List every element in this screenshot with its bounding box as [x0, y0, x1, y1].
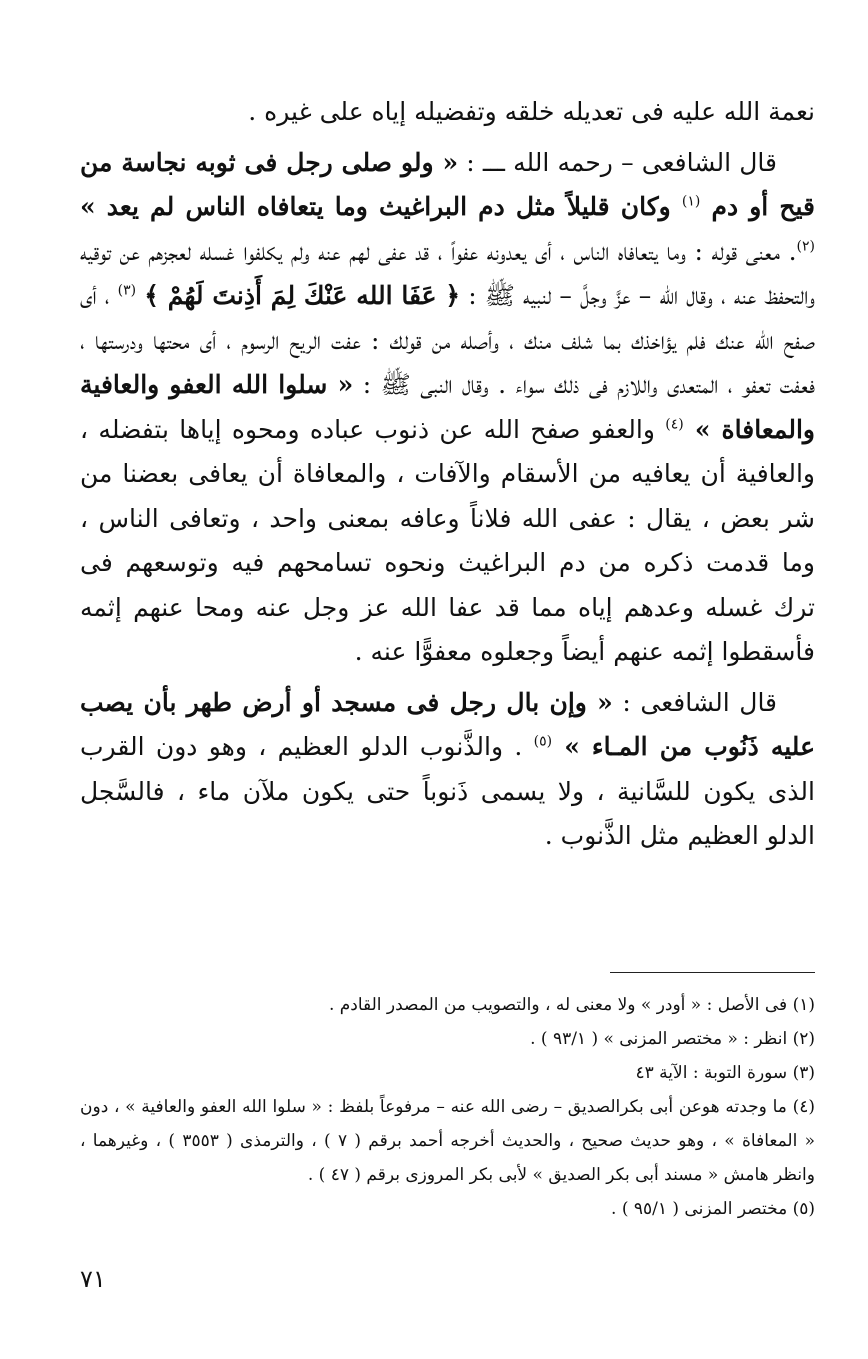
paragraph-1 — [80, 141, 815, 675]
footnote-separator — [610, 972, 815, 973]
footnote-ref-4: (٤) — [665, 416, 684, 433]
paragraph-0 — [80, 90, 815, 135]
footnote-2: (٢) انظر : « مختصر المزنى » ( ٩٣/١ ) . — [530, 1029, 815, 1049]
footnote-5: (٥) مختصر المزنى ( ٩٥/١ ) . — [611, 1199, 815, 1219]
footnote-1: (١) فى الأصل : « أودر » ولا معنى له ، والتصويب من المصدر القادم . — [328, 995, 815, 1015]
main-text — [80, 90, 815, 859]
footnotes — [80, 988, 815, 1226]
footnote-ref-3: (٣) — [117, 282, 137, 299]
shafii-quote-2: « وإن بال رجل فى مسجد أو أرض طهر بأن يصب عليه ذَنُوب من المـاء » — [80, 687, 815, 761]
paragraph-2-text: . والذَّنوب الدلو العظيم ، وهو دون القرب الذى يكون للسَّانية ، ولا يسمى ذَنوباً حتى يكون ملآن ماء ، فالسَّجل الدلو العظيم مثل الذَّنوب . — [80, 732, 815, 850]
paragraph-1-intro: قال الشافعى – رحمه الله ـــ : — [458, 147, 777, 177]
footnote-ref-5: (٥) — [533, 733, 553, 750]
paragraph-2 — [80, 681, 815, 859]
footnote-3: (٣) سورة التوبة : الآية ٤٣ — [635, 1063, 815, 1083]
footnote-4: (٤) ما وجدته هوعن أبى بكرالصديق – رضى الله عنه – مرفوعاً بلفظ : « سلوا الله العفو والعافية » ، دون « المعافاة » ، وهو حديث صحيح ، والحديث أخرجه أحمد برقم ( ٧ ) ، والترمذى ( ٣٥٥٣ ) ، وغيرهما ، وانظر هامش « مسند أبى بكر الصديق » لأبى بكر المروزى برقم ( ٤٧ ) . — [80, 1097, 815, 1185]
footnote-ref-2: (٢) — [796, 238, 815, 255]
shafii-quote-1: « ولو صلى رجل فى ثوبه نجاسة من قيح أو دم — [80, 147, 816, 221]
document-page — [80, 90, 815, 1320]
footnote-ref-1: (١) — [681, 193, 701, 210]
paragraph-2-intro: قال الشافعى : — [612, 687, 778, 717]
shafii-quote-1-cont: وكان قليلاً مثل دم البراغيث وما يتعافاه الناس لم يعد » — [80, 192, 682, 221]
paragraph-1-text-2: ، أى صفح الله عنك فلم يؤاخذك بما شلف منك ، وأصله من قولك : عفت الريح الرسوم ، أى محتها ودرستها ، فعفت تعفو ، المتعدى واللازم فى ذلك سواء . وقال النبى ﷺ : — [80, 281, 816, 399]
page-number: ٧١ — [80, 1265, 106, 1293]
hadith-quote: « سلوا الله العفو والعافية والمعافاة » — [80, 370, 815, 444]
quran-verse: ﴿ عَفَا الله عَنْكَ لِمَ أَذِنتَ لَهُمْ ﴾ — [144, 281, 461, 310]
paragraph-1-text-3: والعفو صفح الله عن ذنوب عباده ومحوه إياها بتفضله ، والعافية أن يعافيه من الأسقام والآفات ، والمعافاة أن يعافى بعضنا من شر بعض ، يقال : عفى الله فلاناً وعافه بمعنى واحد ، وتعافى الناس ، وما قدمت ذكره من دم البراغيث ونحوه تسامحهم فيه وتوسعهم فى ترك غسله وعدهم إياه مما قد عفا الله عز وجل عنه ومحا عنهم إثمه فأسقطوا إثمه عنهم أيضاً وجعلوه معفوًّا عنه . — [80, 414, 815, 666]
paragraph-0-text: نعمة الله عليه فى تعديله خلقه وتفضيله إياه على غيره . — [248, 97, 815, 126]
paragraph-1-text: . معنى قوله : وما يتعافاه الناس ، أى يعدونه عفواً ، قد عفى لهم عنه ولم يكلفوا غسله لعجزهم عن توقيه والتحفظ عنه ، وقال الله – عزَّ وجلَّ – لنبيه ﷺ : — [80, 236, 816, 310]
